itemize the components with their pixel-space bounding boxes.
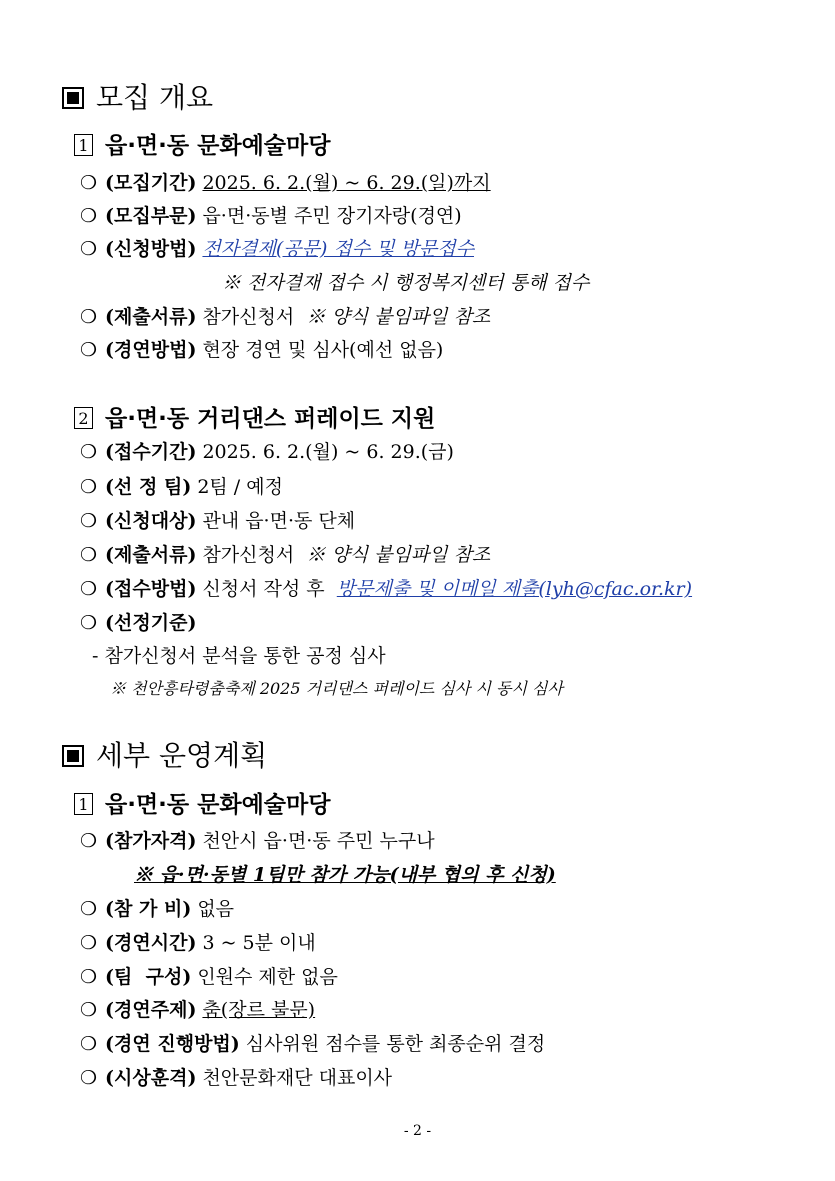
circle-bullet-icon: ❍ — [80, 1033, 98, 1055]
circle-bullet-icon: ❍ — [80, 578, 98, 600]
circle-bullet-icon: ❍ — [80, 999, 98, 1021]
list-item: ❍ (경연 진행방법) 심사위원 점수를 통한 최종순위 결정 — [80, 1033, 546, 1055]
list-item: ❍ (참 가 비) 없음 — [80, 898, 235, 920]
criteria-dash-item: - 참가신청서 분석을 통한 공정 심사 — [92, 645, 386, 667]
list-item: ❍ (신청대상) 관내 읍·면·동 단체 — [80, 510, 356, 532]
list-item: ❍ (선 정 팀) 2팀 / 예정 — [80, 476, 283, 498]
square-bullet-icon — [62, 745, 84, 767]
list-item: ❍ (접수방법) 신청서 작성 후 방문제출 및 이메일 제출(lyh@cfac.or.kr) — [80, 578, 693, 600]
circle-bullet-icon: ❍ — [80, 306, 98, 328]
circle-bullet-icon: ❍ — [80, 544, 98, 566]
subsection-heading: 1 읍·면·동 문화예술마당 — [74, 786, 330, 819]
circle-bullet-icon: ❍ — [80, 172, 98, 194]
circle-bullet-icon: ❍ — [80, 898, 98, 920]
list-item: ❍ (팀 구성) 인원수 제한 없음 — [80, 966, 338, 988]
list-item: ❍ (경연방법) 현장 경연 및 심사(예선 없음) — [80, 339, 444, 361]
list-item: ❍ (접수기간) 2025. 6. 2.(월) ~ 6. 29.(금) — [80, 441, 454, 463]
circle-bullet-icon: ❍ — [80, 1067, 98, 1089]
list-item: ❍ (제출서류) 참가신청서 ※ 양식 붙임파일 참조 — [80, 544, 491, 566]
list-item: ❍ (참가자격) 천안시 읍·면·동 주민 누구나 — [80, 830, 435, 852]
section-heading-overview: 모집 개요 — [62, 76, 213, 116]
circle-bullet-icon: ❍ — [80, 339, 98, 361]
section-heading-operation-plan: 세부 운영계획 — [62, 734, 267, 774]
square-bullet-icon — [62, 87, 84, 109]
team-note: ※ 읍·면·동별 1팀만 참가 가능(내부 협의 후 신청) — [134, 864, 556, 886]
list-item: ❍ (경연시간) 3 ~ 5분 이내 — [80, 932, 316, 954]
circle-bullet-icon: ❍ — [80, 830, 98, 852]
circle-bullet-icon: ❍ — [80, 441, 98, 463]
criteria-note: ※ 천안흥타령춤축제 2025 거리댄스 퍼레이드 심사 시 동시 심사 — [110, 679, 563, 698]
list-item: ❍ (제출서류) 참가신청서 ※ 양식 붙임파일 참조 — [80, 306, 491, 328]
page-number: - 2 - — [403, 1123, 432, 1139]
circle-bullet-icon: ❍ — [80, 932, 98, 954]
subsection-heading: 1 읍·면·동 문화예술마당 — [74, 127, 330, 160]
circle-bullet-icon: ❍ — [80, 238, 98, 260]
apply-note: ※ 전자결재 접수 시 행정복지센터 통해 접수 — [222, 272, 590, 294]
list-item: ❍ (신청방법) 전자결제(공문) 접수 및 방문접수 — [80, 238, 474, 260]
circle-bullet-icon: ❍ — [80, 612, 98, 634]
list-item: ❍ (선정기준) — [80, 612, 197, 634]
circle-bullet-icon: ❍ — [80, 205, 98, 227]
subsection-heading: 2 읍·면·동 거리댄스 퍼레이드 지원 — [74, 400, 435, 433]
circle-bullet-icon: ❍ — [80, 476, 98, 498]
email-submission-link[interactable]: 방문제출 및 이메일 제출(lyh@cfac.or.kr) — [336, 578, 693, 600]
list-item: ❍ (경연주제) 춤(장르 불문) — [80, 999, 316, 1021]
list-item: ❍ (시상훈격) 천안문화재단 대표이사 — [80, 1067, 393, 1089]
apply-method-link[interactable]: 전자결제(공문) 접수 및 방문접수 — [202, 238, 474, 260]
circle-bullet-icon: ❍ — [80, 966, 98, 988]
circle-bullet-icon: ❍ — [80, 510, 98, 532]
list-item: ❍ (모집기간) 2025. 6. 2.(월) ~ 6. 29.(일)까지 — [80, 172, 491, 194]
list-item: ❍ (모집부문) 읍·면·동별 주민 장기자랑(경연) — [80, 205, 462, 227]
